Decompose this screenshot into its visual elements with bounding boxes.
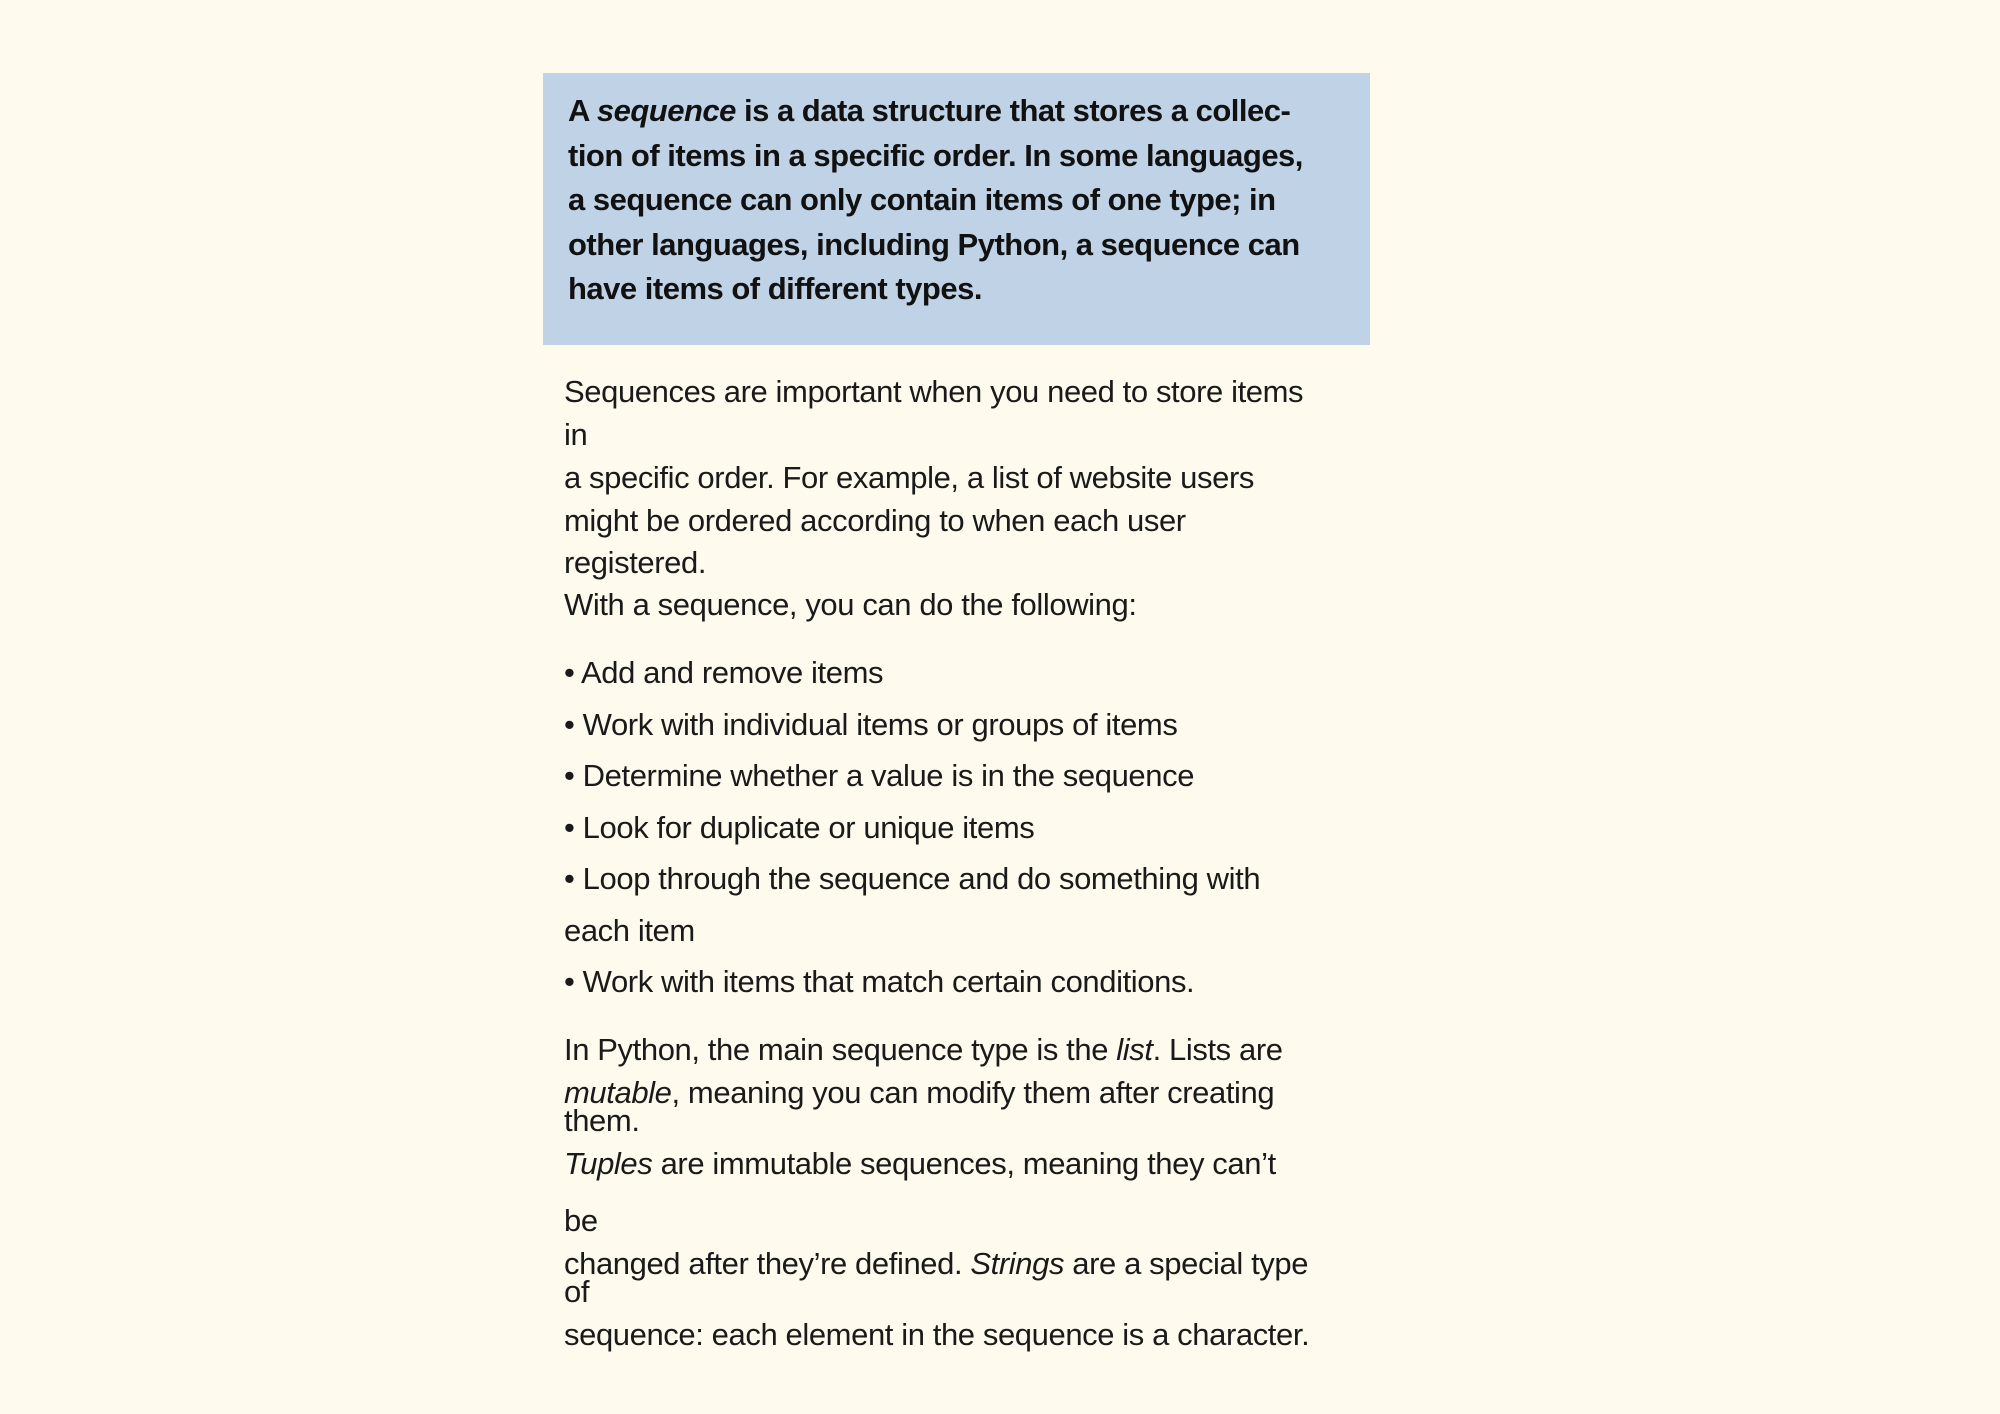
list-item: • Work with individual items or groups of items <box>564 706 1178 742</box>
text-line: Sequences are important when you need to store items <box>564 374 1304 409</box>
callout-term: sequence <box>596 93 736 128</box>
term-tuples: Tuples <box>564 1146 653 1181</box>
term-list: list <box>1116 1032 1153 1067</box>
list-item: each item <box>564 912 695 948</box>
text-line: sequence: each element in the sequence is a character. <box>564 1317 1310 1352</box>
list-item: • Work with items that match certain conditions. <box>564 964 1195 999</box>
list-item: • Add and remove items <box>564 655 884 690</box>
term-strings: Strings <box>970 1246 1065 1281</box>
term-mutable: mutable <box>564 1075 672 1110</box>
callout-text: A sequence is a data structure that stores a collec- tion of items in a specific order. In some languages, a sequence can only contain items of one type; in other languages, including Python, a sequence can have items of different types. <box>568 93 1303 306</box>
capabilities-list <box>564 651 1260 1012</box>
text-line: be <box>564 1203 598 1238</box>
list-item: • Look for duplicate or unique items <box>564 809 1035 845</box>
text-line: mutable, meaning you can modify them after creating <box>564 1075 1275 1110</box>
text-line: a specific order. For example, a list of website users <box>564 460 1254 495</box>
text-line: In Python, the main sequence type is the list. Lists are <box>564 1032 1283 1067</box>
list-item: • Loop through the sequence and do something with <box>564 861 1261 896</box>
text-line: them. <box>564 1103 640 1138</box>
list-item: • Determine whether a value is in the sequence <box>564 758 1195 793</box>
text-line: Tuples are immutable sequences, meaning they can’t <box>564 1146 1276 1181</box>
definition-callout <box>543 73 1370 345</box>
text-line: registered. <box>564 545 707 580</box>
text-line: of <box>564 1274 590 1309</box>
text-line: in <box>564 417 588 452</box>
text-line: might be ordered according to when each user <box>564 503 1186 538</box>
text-line: changed after they’re defined. Strings are a special type <box>564 1246 1309 1281</box>
text-line: With a sequence, you can do the following: <box>564 587 1137 622</box>
